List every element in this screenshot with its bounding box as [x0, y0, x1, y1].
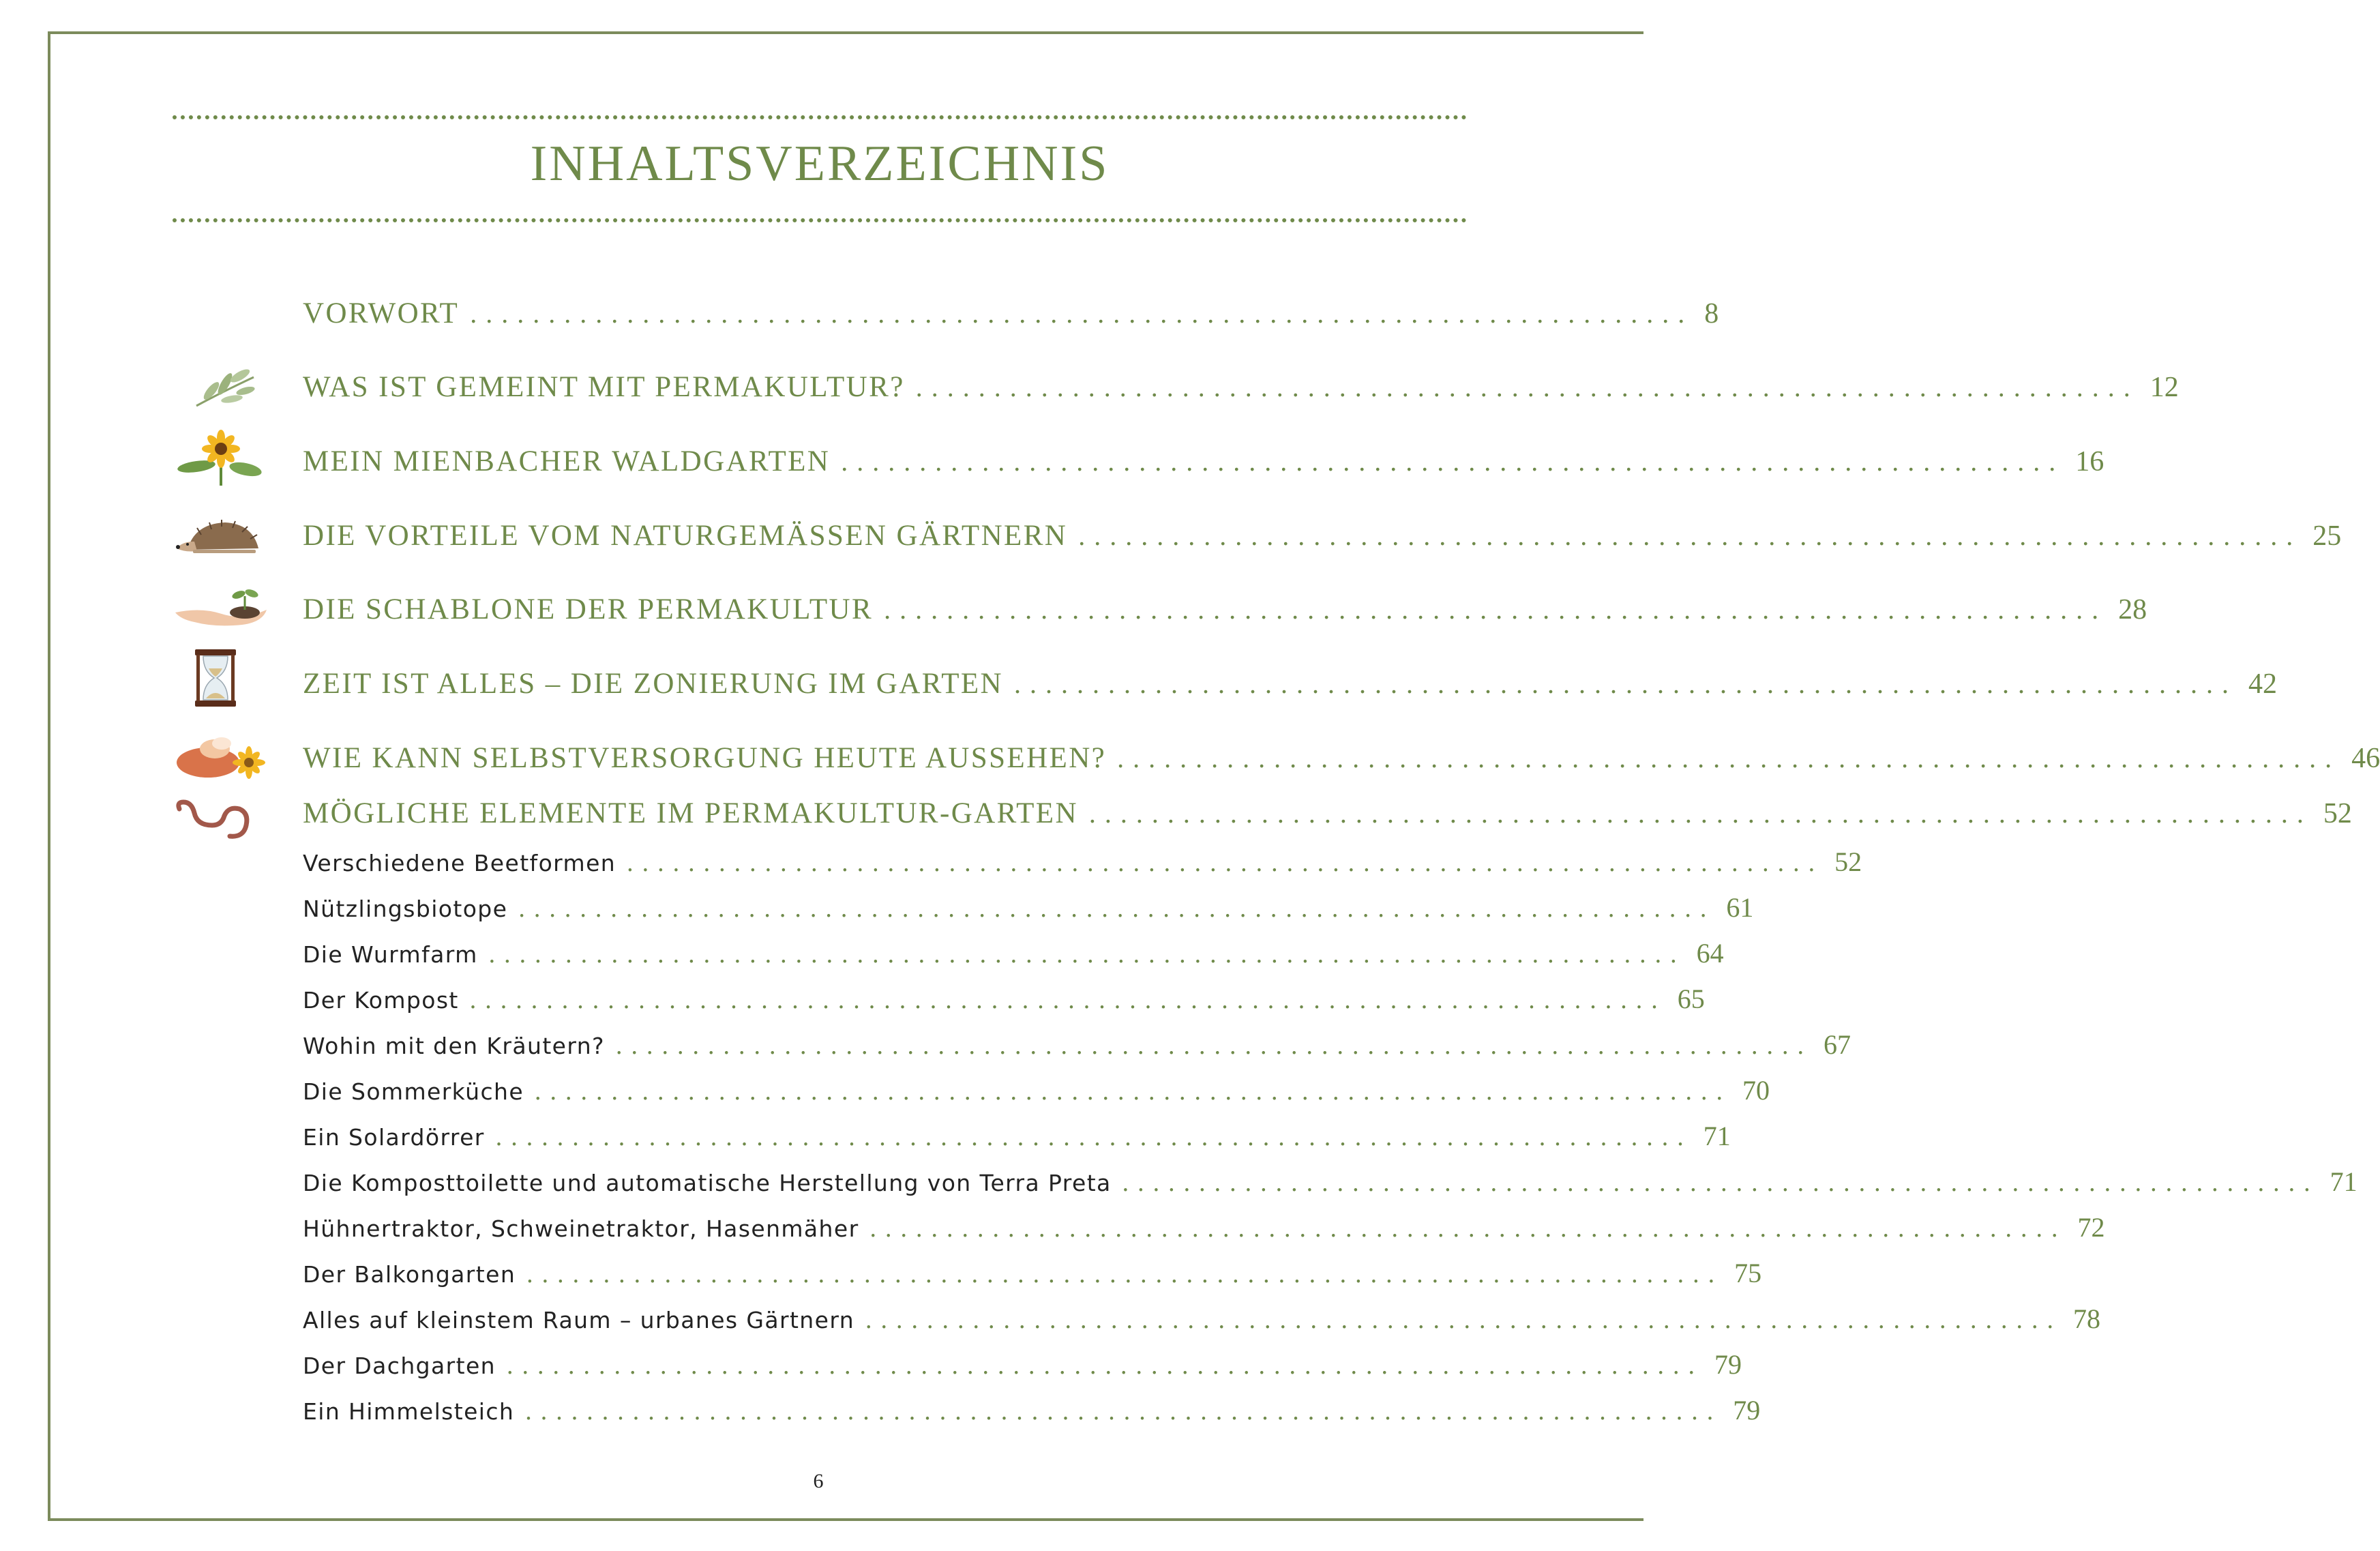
dot-leader: ..............................................................................	[869, 1214, 2067, 1243]
toc-section[interactable]	[303, 1257, 1762, 1289]
page-number: 6	[813, 1470, 824, 1492]
section-title: Die Komposttoilette und automatische Herstellung von Terra Preta	[303, 1170, 1112, 1196]
dot-leader: ..............................................................................	[469, 986, 1667, 1014]
section-title: Alles auf kleinstem Raum – urbanes Gärtnern	[303, 1307, 855, 1333]
section-title: Hühnertraktor, Schweinetraktor, Hasenmäher	[303, 1215, 859, 1242]
section-page-number: 64	[1696, 938, 1724, 969]
toc-chapter-elemente[interactable]	[303, 797, 2352, 830]
section-title: Die Sommerküche	[303, 1078, 524, 1105]
section-page-number: 67	[1823, 1029, 1851, 1060]
chapter-page-number: 52	[2323, 798, 2352, 829]
toc-section[interactable]	[303, 1166, 2357, 1198]
toc-section[interactable]	[303, 1029, 1851, 1061]
section-page-number: 79	[1714, 1349, 1742, 1380]
chapter-page-number: 46	[2351, 743, 2380, 774]
section-page-number: 71	[2330, 1166, 2357, 1197]
sunflower-icon	[176, 431, 266, 486]
dot-leader: ..............................................................................	[518, 894, 1716, 923]
dot-leader: ..............................................................................	[1014, 668, 2237, 699]
toc-chapter-vorwort[interactable]	[303, 297, 1719, 330]
page-title: INHALTSVERZEICHNIS	[530, 136, 1110, 192]
dot-leader: ..............................................................................	[525, 1397, 1723, 1426]
section-title: Der Dachgarten	[303, 1353, 496, 1379]
dot-leader: ..............................................................................	[884, 594, 2108, 625]
section-title: Ein Solardörrer	[303, 1124, 485, 1151]
chapter-title: DIE SCHABLONE DER PERMAKULTUR	[303, 593, 874, 625]
chapter-page-number: 42	[2248, 668, 2277, 700]
page-frame	[48, 31, 1643, 1521]
dot-leader: ..............................................................................	[841, 446, 2065, 477]
hedgehog-icon	[174, 518, 263, 556]
section-page-number: 78	[2073, 1303, 2101, 1334]
toc-section[interactable]	[303, 846, 1862, 878]
leaf-branch-icon	[191, 365, 259, 413]
dot-leader: ..............................................................................	[865, 1305, 2063, 1334]
dot-leader: ..............................................................................	[506, 1351, 1704, 1380]
toc-section[interactable]	[303, 1211, 2105, 1243]
dot-leader: ..............................................................................	[535, 1077, 1732, 1106]
toc-chapter-waldgarten[interactable]	[303, 445, 2104, 478]
section-title: Der Kompost	[303, 987, 459, 1014]
section-title: Wohin mit den Kräutern?	[303, 1033, 605, 1059]
dot-leader: ..............................................................................	[627, 848, 1824, 877]
harvest-flowers-icon	[174, 728, 269, 780]
toc-section[interactable]	[303, 1303, 2101, 1335]
toc-chapter-selbstversorgung[interactable]	[303, 741, 2380, 775]
toc-section[interactable]	[303, 1348, 1742, 1380]
chapter-page-number: 28	[2118, 594, 2147, 625]
toc-section[interactable]	[303, 891, 1754, 924]
dot-leader: ..............................................................................	[470, 298, 1694, 329]
chapter-title: MEIN MIENBACHER WALDGARTEN	[303, 445, 831, 477]
section-title: Ein Himmelsteich	[303, 1398, 515, 1425]
dot-leader: ..............................................................................	[1122, 1168, 2319, 1197]
dot-leader: ..............................................................................	[1088, 798, 2312, 829]
toc-section[interactable]	[303, 937, 1724, 969]
dot-leader: ..............................................................................	[615, 1031, 1813, 1060]
section-title: Nützlingsbiotope	[303, 896, 508, 922]
chapter-page-number: 8	[1704, 298, 1719, 329]
section-page-number: 70	[1742, 1075, 1770, 1106]
toc-chapter-vorteile[interactable]	[303, 519, 2342, 552]
hand-seedling-icon	[174, 587, 269, 627]
toc-chapter-zeit[interactable]	[303, 667, 2277, 700]
chapter-page-number: 16	[2075, 446, 2104, 477]
title-rule-bottom	[173, 218, 1467, 222]
dot-leader: ..............................................................................	[495, 1123, 1693, 1151]
worm-icon	[174, 798, 252, 842]
section-title: Die Wurmfarm	[303, 941, 478, 968]
section-page-number: 71	[1703, 1121, 1731, 1151]
section-page-number: 75	[1734, 1258, 1762, 1288]
title-rule-top	[173, 115, 1467, 119]
toc-chapter-permakultur[interactable]	[303, 370, 2179, 404]
toc-section[interactable]	[303, 983, 1705, 1015]
section-page-number: 72	[2077, 1212, 2105, 1243]
section-title: Der Balkongarten	[303, 1261, 516, 1288]
chapter-page-number: 12	[2150, 372, 2179, 403]
chapter-title: WIE KANN SELBSTVERSORGUNG HEUTE AUSSEHEN?	[303, 742, 1107, 774]
section-title: Verschiedene Beetformen	[303, 850, 616, 876]
chapter-title: DIE VORTEILE VOM NATURGEMÄSSEN GÄRTNERN	[303, 520, 1068, 552]
section-page-number: 79	[1733, 1395, 1761, 1426]
toc-section[interactable]	[303, 1074, 1770, 1106]
chapter-title: WAS IST GEMEINT MIT PERMAKULTUR?	[303, 371, 905, 403]
toc-section[interactable]	[303, 1120, 1731, 1152]
chapter-title: MÖGLICHE ELEMENTE IM PERMAKULTUR-GARTEN	[303, 797, 1078, 829]
section-page-number: 61	[1726, 892, 1754, 923]
dot-leader: ..............................................................................	[488, 940, 1686, 969]
dot-leader: ..............................................................................	[526, 1260, 1724, 1288]
chapter-title: VORWORT	[303, 297, 460, 329]
hourglass-icon	[191, 648, 240, 708]
dot-leader: ..............................................................................	[915, 372, 2139, 402]
section-page-number: 65	[1677, 984, 1705, 1014]
dot-leader: ..............................................................................	[1078, 520, 2302, 551]
section-page-number: 52	[1834, 846, 1862, 877]
chapter-page-number: 25	[2312, 520, 2342, 552]
toc-section[interactable]	[303, 1394, 1761, 1426]
dot-leader: ..............................................................................	[1117, 743, 2341, 773]
chapter-title: ZEIT IST ALLES – DIE ZONIERUNG IM GARTEN	[303, 668, 1003, 700]
toc-chapter-schablone[interactable]	[303, 593, 2147, 626]
